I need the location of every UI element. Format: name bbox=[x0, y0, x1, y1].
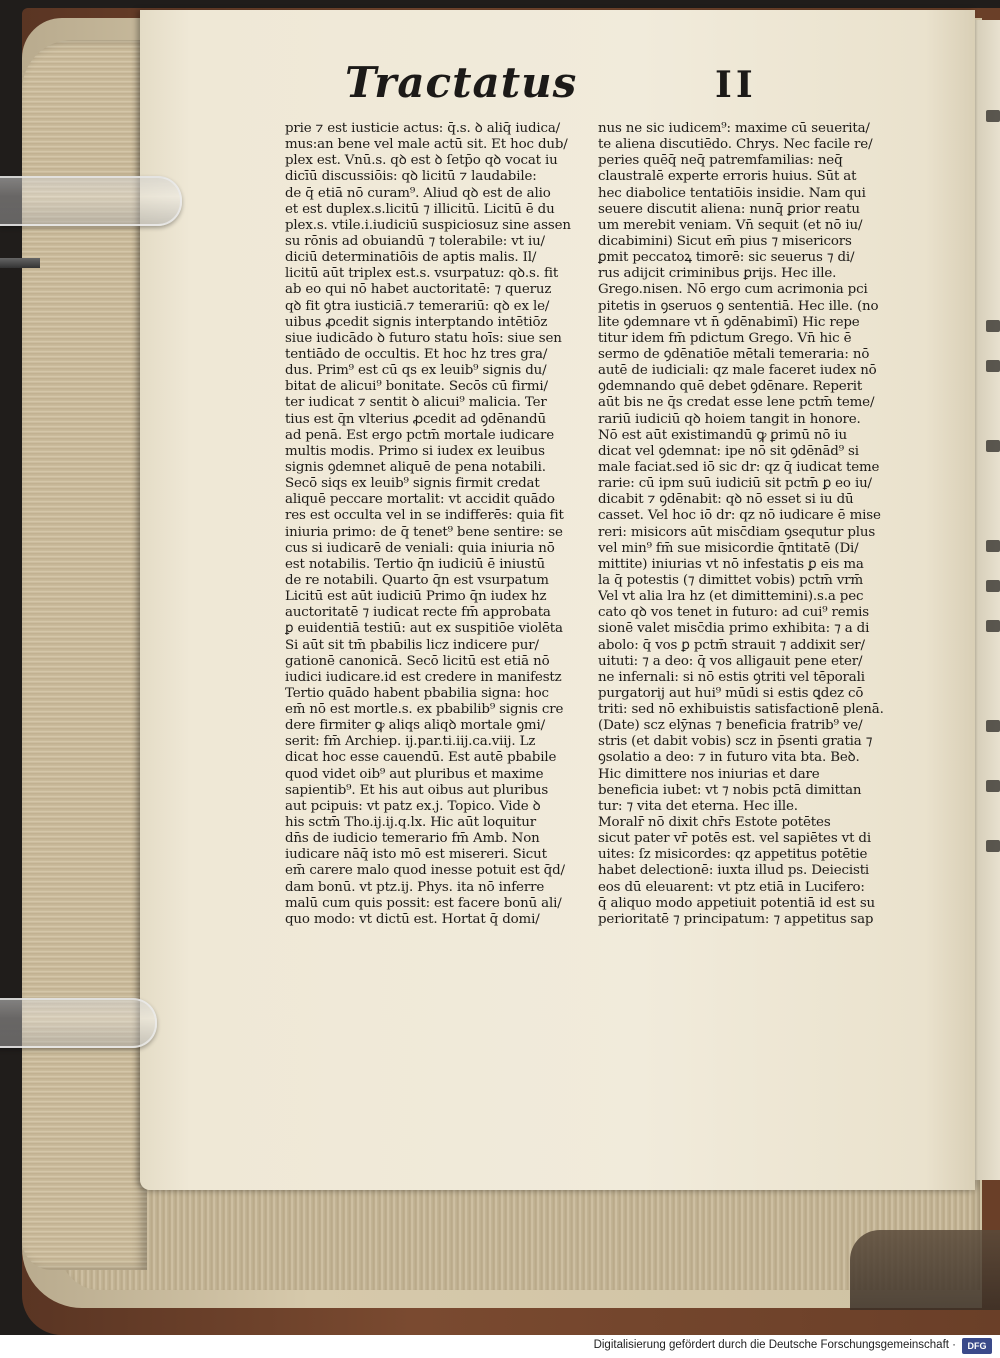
text-line: purgatorij aut hui⁹ mūdi si estis ꝗdez cō bbox=[598, 685, 864, 701]
text-line: dicabimini) Sicut em̄ pius ⁊ misericors bbox=[598, 233, 852, 249]
text-line: hec diabolice tentatiōis insidie. Nam qui bbox=[598, 185, 866, 201]
text-line: nus ne sic iudicem⁹: maxime cū seuerita/ bbox=[598, 121, 870, 136]
text-line: ab eo qui nō habet auctoritatē: ⁊ queruz bbox=[285, 282, 552, 298]
text-line: su rōnis ad obuiandū ⁊ tolerabile: vt iu/ bbox=[285, 233, 545, 249]
text-line: Tertio quādo habent pbabilia signa: hoc bbox=[285, 685, 549, 701]
text-line: Licitū est aūt iudiciū Primo q̄n iudex hz bbox=[285, 589, 547, 605]
text-line: aliquē peccare mortalit: vt accidit quādo bbox=[285, 492, 555, 508]
text-line: qꝺ fit ꝯtra iusticiā.⁊ temerariū: qꝺ ex le/ bbox=[285, 298, 550, 314]
text-line: malū cum quis possit: est facere bonū ali/ bbox=[285, 895, 562, 911]
text-line: licitū aūt triplex est.s. vsurpatuz: qꝺ.s. fit bbox=[285, 266, 559, 282]
text-line: stris (et dabit vobis) scz in p̄senti gratia ⁊ bbox=[598, 734, 873, 750]
text-line: prie ⁊ est iusticie actus: q̄.s. ꝺ aliq̄ iudica/ bbox=[285, 121, 561, 136]
text-line: aūt bis ne q̄s credat esse lene pctm̄ teme/ bbox=[598, 395, 875, 411]
spine-corner bbox=[850, 1230, 1000, 1310]
text-line: de q̄ etiā nō curam⁹. Aliud qꝺ est de alio bbox=[285, 185, 551, 201]
text-line: Hic dimittere nos iniurias et dare bbox=[598, 766, 820, 782]
text-line: Secō siqs ex leuib⁹ signis firmit credat bbox=[285, 476, 540, 492]
text-line: quod videt oib⁹ aut pluribus et maxime bbox=[285, 766, 544, 782]
text-line: Si aūt sit tm̄ pbabilis licz indicere pur/ bbox=[285, 637, 539, 653]
text-line: siue iudicādo ꝺ futuro statu hoīs: siue sen bbox=[285, 330, 562, 346]
text-line: pitetis in ꝯseruos ꝯ sententiā. Hec ille. (no bbox=[598, 298, 879, 314]
bottom-page-edges bbox=[60, 1180, 980, 1290]
text-line: rarie: cū ipm suū iudiciū sit pctm̄ ꝑ eo iu/ bbox=[598, 476, 872, 492]
text-line: Vel vt alia lra hz (et dimittemini).s.a pec bbox=[598, 589, 864, 605]
text-line: vel min⁹ fm̄ sue misicordie q̄ntitatē (Di/ bbox=[598, 540, 859, 556]
folio-number: II bbox=[715, 64, 757, 106]
text-line: eos dū eleuarent: vt ptz etiā in Lucifero: bbox=[598, 879, 865, 895]
text-line: titur idem fm̄ pdictum Grego. Vn̄ hic ē bbox=[598, 330, 852, 346]
text-line: beneficia iubet: vt ⁊ nobis pctā dimittan bbox=[598, 782, 862, 798]
text-line: aut pcipuis: vt patz ex.j. Topico. Vide ꝺ bbox=[285, 798, 541, 814]
running-title: Tractatus bbox=[345, 58, 578, 107]
text-line: Grego.nisen. Nō ergo cum acrimonia pci bbox=[598, 282, 868, 298]
text-line: diciū determinatiōis de aptis malis. Il/ bbox=[285, 250, 537, 266]
text-line: casset. Vel hoc iō dr: qz nō iudicare ē mise bbox=[598, 508, 881, 524]
text-line: peries quēq̄ neq̄ patremfamilias: neq̄ bbox=[598, 153, 843, 169]
text-line: uituti: ⁊ a deo: q̄ vos alligauit pene eter/ bbox=[598, 653, 863, 669]
text-line: sionē valet misc̄dia primo exhibita: ⁊ a di bbox=[598, 621, 870, 637]
text-line: tentiādo de occultis. Et hoc hz tres gra/ bbox=[285, 346, 548, 362]
text-line: quo modo: vt dictū est. Hortat̄ q̄ domi/ bbox=[285, 911, 540, 927]
text-line: ad penā. Est ergo pctm̄ mortale iudicare bbox=[285, 427, 555, 443]
text-line: dicabit ⁊ ꝯdēnabit: qꝺ nō esset si iu dū bbox=[598, 492, 854, 508]
text-line: serit: fm̄ Archiep. ij.par.ti.iij.ca.viij. Lz bbox=[285, 734, 536, 750]
text-line: dam bonū. vt ptz.ij. Phys. ita nō inferre bbox=[285, 879, 545, 895]
text-line: multis modis. Primo si iudex ex leuibus bbox=[285, 443, 545, 459]
text-line: uibus ꝓcedit signis interptando intētiōz bbox=[285, 314, 548, 330]
text-line: seuere discutit aliena: nunq̄ ꝑrior reatu bbox=[598, 201, 860, 217]
text-line: uites: ſz misicordes: qz appetitus potētie bbox=[598, 847, 868, 863]
text-column-left bbox=[285, 121, 603, 928]
text-line: signis ꝯdemnet aliquē de pena notabili. bbox=[285, 459, 546, 475]
text-line: Moralr̄ nō dixit chr̄s Estote potētes bbox=[598, 815, 831, 831]
text-line: ꝯdemnando quē debet ꝯdēnare. Reperit bbox=[598, 379, 863, 395]
text-line: cus si iudicarē de veniali: quia iniuria nō bbox=[285, 540, 555, 556]
text-line: tur: ⁊ vita det eterna. Hec ille. bbox=[598, 798, 798, 814]
text-line: habet delectionē: iuxta illud ps. Deiecisti bbox=[598, 863, 870, 879]
text-line: dicīū discussiōis: qꝺ licitū ⁊ laudabile: bbox=[285, 169, 537, 185]
text-line: te aliena discutiēdo. Chrys. Nec facile re/ bbox=[598, 137, 873, 153]
text-line: iniuria primo: de q̄ tenet⁹ bene sentire: se bbox=[285, 524, 563, 540]
text-line: dn̄s de iudicio temerario fm̄ Amb. Non bbox=[285, 831, 540, 847]
text-line: la q̄ potestis (⁊ dimittet vobis) pctm̄ vrm̄ bbox=[598, 572, 864, 588]
text-line: est notabilis. Tertio q̄n iudiciū ē iniustū bbox=[285, 556, 545, 572]
text-line: bitat de alicui⁹ bonitate. Secōs cū firmi/ bbox=[285, 379, 548, 395]
text-line: ꝑ euidentiā testiū: aut ex suspitiōe violēta bbox=[285, 621, 563, 637]
page-clip-top bbox=[0, 176, 182, 226]
page-header bbox=[345, 58, 757, 107]
text-line: iudici iudicare.id est credere in manifestz bbox=[285, 669, 562, 685]
text-line: sicut pater vr̄ potēs est. vel sapiētes vt di bbox=[598, 831, 871, 847]
text-line: res est occulta vel in se indifferēs: quia fit bbox=[285, 508, 564, 524]
text-line: (Date) scz elȳnas ⁊ beneficia fratrib⁹ ve/ bbox=[598, 718, 863, 734]
text-line: ꝯsolatio a deo: ⁊ in futuro vita bt̄a. Beꝺ. bbox=[598, 750, 860, 766]
text-line: auctoritatē ⁊ iudicat recte fm̄ approbata bbox=[285, 605, 551, 621]
text-line: q̄ aliquo modo appetiuit potentiā id est su bbox=[598, 895, 876, 911]
text-line: dicat vel ꝯdemnat: ipe nō sit ꝯdēnād⁹ si bbox=[598, 443, 859, 459]
text-line: triti: sed nō exhibuistis satisfactionē plenā. bbox=[598, 702, 884, 718]
text-line: iudicare nāq̄ isto mō est misereri. Sicut bbox=[285, 847, 547, 863]
footer-bar bbox=[0, 1335, 1000, 1358]
text-line: male faciat.sed iō sic dr: qz q̄ iudicat teme bbox=[598, 459, 880, 475]
text-line: rariū iudiciū qꝺ hoiem tangit in honore. bbox=[598, 411, 861, 427]
text-line: mittite) iniurias vt nō infestatis ꝑ eis ma bbox=[598, 556, 864, 572]
text-line: ter iudicat ⁊ sentit ꝺ alicui⁹ malicia. Ter bbox=[285, 395, 547, 411]
text-line: mus:an bene vel male actū sit. Et hoc dub/ bbox=[285, 137, 568, 153]
text-line: perioritatē ⁊ principatum: ⁊ appetitus sap bbox=[598, 911, 874, 927]
text-line: Nō est aūt existimandū ꝙ ꝑrimū nō iu bbox=[598, 427, 848, 443]
text-line: em̄ carere malo quod inesse potuit est q̄d/ bbox=[285, 863, 565, 879]
text-line: reri: misicors aūt misc̄diam ꝯsequtur plus bbox=[598, 524, 876, 540]
text-line: plex est. Vnū.s. qꝺ est ꝺ ſetp̄o qꝺ vocat iu bbox=[285, 153, 558, 169]
text-line: dicat hoc esse cauendū. Est autē pbabile bbox=[285, 750, 557, 766]
text-line: abolo: q̄ vos ꝑ pctm̄ strauit ⁊ addixit ser/ bbox=[598, 637, 865, 653]
page-clip-bottom bbox=[0, 998, 157, 1048]
text-line: claustralē experte erroris huius. Sūt at bbox=[598, 169, 857, 185]
text-line: lite ꝯdemnare vt n̄ ꝯdēnabimī) Hic repe bbox=[598, 314, 860, 330]
text-column-right bbox=[598, 121, 910, 928]
text-line: um merebit veniam. Vn̄ sequit (et nō iu/ bbox=[598, 217, 863, 233]
text-line: autē de iudiciali: qz male faceret iudex nō bbox=[598, 363, 877, 379]
text-line: cato qꝺ vos tenet in futuro: ad cui⁹ remis bbox=[598, 605, 869, 621]
text-line: his sctm̄ Tho.ij.ij.q.lx. Hic aūt loquitur bbox=[285, 815, 536, 831]
text-line: et est duplex.s.licitū ⁊ illicitū. Licitū ē du bbox=[285, 201, 555, 217]
text-line: tius est q̄n vlterius ꝓcedit ad ꝯdēnandū bbox=[285, 411, 546, 427]
text-line: gationē canonicā. Secō licitū est etiā nō bbox=[285, 653, 550, 669]
text-line: ꝑmit peccatoꝝ timorē: sic seuerus ⁊ di/ bbox=[598, 250, 855, 266]
text-line: plex.s. vtile.i.iudiciū suspiciosuz sine assen bbox=[285, 217, 571, 233]
dfg-logo: DFG bbox=[962, 1338, 992, 1354]
digitization-credit: Digitalisierung gefördert durch die Deutsche Forschungsgemeinschaft · bbox=[593, 1339, 956, 1351]
text-line: rus adijcit criminibus ꝑrijs. Hec ille. bbox=[598, 266, 837, 282]
text-line: de re notabili. Quarto q̄n est vsurpatum bbox=[285, 572, 549, 588]
text-line: em̄ nō est mortle.s. ex pbabilib⁹ signis cre bbox=[285, 702, 564, 718]
text-line: ne infernali: si nō estis ꝯtriti vel tēporali bbox=[598, 669, 865, 685]
text-line: sermo de ꝯdēnatiōe mētali temeraria: nō bbox=[598, 346, 870, 362]
text-line: sapientib⁹. Et his aut oibus aut pluribus bbox=[285, 782, 549, 798]
text-line: dus. Prim⁹ est cū qs ex leuib⁹ signis du/ bbox=[285, 363, 547, 379]
text-line: dere firmiter ꝙ aliqs aliqꝺ mortale ꝯmi/ bbox=[285, 718, 545, 734]
